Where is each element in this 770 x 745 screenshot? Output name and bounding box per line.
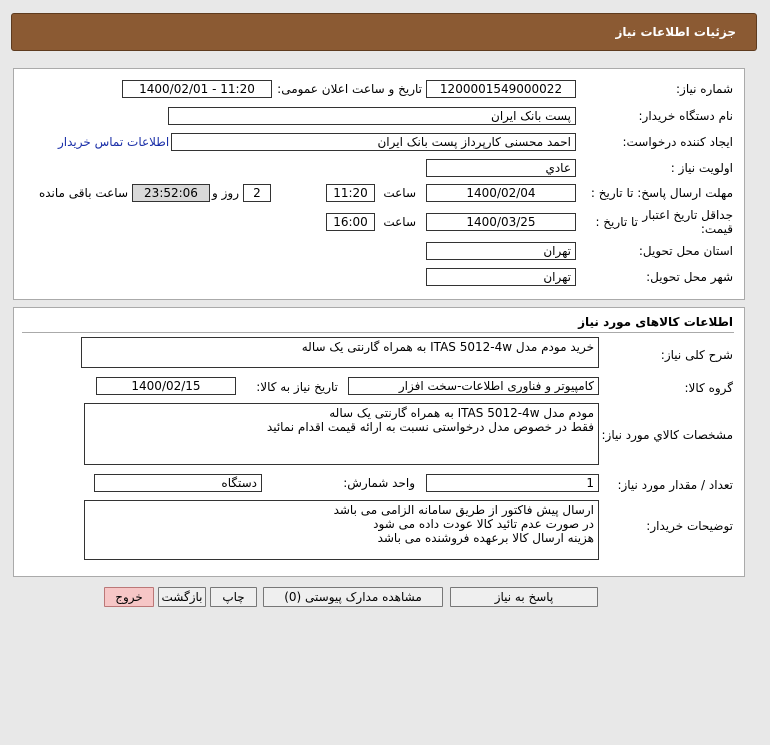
- unit-label: واحد شمارش:: [343, 476, 415, 490]
- days-label: روز و: [212, 186, 239, 200]
- goods-group-label: گروه کالا:: [684, 381, 733, 395]
- need-date-field: 1400/02/15: [96, 377, 236, 395]
- page-title: جزئیات اطلاعات نیاز: [615, 25, 736, 39]
- summary-label: شرح کلی نیاز:: [660, 348, 733, 362]
- validity-time-field: 16:00: [326, 213, 375, 231]
- province-field: تهران: [426, 242, 576, 260]
- deadline-time-label: ساعت: [383, 186, 416, 200]
- announce-label: تاریخ و ساعت اعلان عمومی:: [277, 82, 422, 96]
- need-number-label: شماره نیاز:: [676, 82, 733, 96]
- view-attachments-button[interactable]: مشاهده مدارک پیوستی (0): [263, 587, 443, 607]
- validity-label: جداقل تاریخ اعتبار قیمت:: [642, 208, 733, 236]
- priority-label: اولویت نیاز :: [670, 161, 733, 175]
- buyer-notes-label: توضیحات خریدار:: [646, 519, 733, 533]
- deadline-date-field: 1400/02/04: [426, 184, 576, 202]
- section-divider: [22, 332, 734, 333]
- exit-button[interactable]: خروج: [104, 587, 154, 607]
- page-title-bar: [11, 13, 757, 51]
- buyer-contact-link[interactable]: اطلاعات تماس خریدار: [58, 135, 170, 149]
- unit-field: دستگاه: [94, 474, 262, 492]
- creator-label: ایجاد کننده درخواست:: [622, 135, 733, 149]
- city-field: تهران: [426, 268, 576, 286]
- specs-field: مودم مدل ITAS 5012-4w به همراه گارنتی یک ساله فقط در خصوص مدل درخواستی نسبت به ارائه قیمت اقدام نمائید: [84, 403, 599, 465]
- back-button[interactable]: بازگشت: [158, 587, 206, 607]
- announce-datetime-field: 1400/02/01 - 11:20: [122, 80, 272, 98]
- quantity-field: 1: [426, 474, 599, 492]
- deadline-label: مهلت ارسال پاسخ: تا تاریخ :: [590, 186, 733, 200]
- reply-button[interactable]: پاسخ به نیاز: [450, 587, 598, 607]
- quantity-label: تعداد / مقدار مورد نیاز:: [617, 478, 733, 492]
- province-label: استان محل تحویل:: [638, 244, 733, 258]
- priority-field: عادي: [426, 159, 576, 177]
- remaining-time-field: 23:52:06: [132, 184, 210, 202]
- creator-field: احمد محسنی کارپرداز پست بانک ایران: [171, 133, 576, 151]
- need-info-panel: [13, 68, 745, 300]
- specs-label: مشخصات کالاي مورد نیاز:: [601, 428, 733, 442]
- validity-date-field: 1400/03/25: [426, 213, 576, 231]
- remaining-label: ساعت باقی مانده: [38, 186, 128, 200]
- days-remaining-field: 2: [243, 184, 271, 202]
- goods-section-title: اطلاعات کالاهای مورد نیاز: [578, 315, 733, 329]
- buyer-org-label: نام دستگاه خریدار:: [638, 109, 733, 123]
- need-number-field: 1200001549000022: [426, 80, 576, 98]
- buyer-org-field: پست بانک ایران: [168, 107, 576, 125]
- city-label: شهر محل تحویل:: [646, 270, 733, 284]
- validity-time-label: ساعت: [383, 215, 416, 229]
- validity-to-label: تا تاریخ :: [595, 215, 638, 229]
- need-date-label: تاریخ نیاز به کالا:: [256, 380, 338, 394]
- summary-field: خرید مودم مدل ITAS 5012-4w به همراه گارنتی یک ساله: [81, 337, 599, 368]
- deadline-time-field: 11:20: [326, 184, 375, 202]
- print-button[interactable]: چاپ: [210, 587, 257, 607]
- goods-group-field: کامپیوتر و فناوری اطلاعات-سخت افزار: [348, 377, 599, 395]
- buyer-notes-field: ارسال پیش فاکتور از طریق سامانه الزامی می باشد در صورت عدم تائید کالا عودت داده می شود هزینه ارسال کالا برعهده فروشنده می باشد: [84, 500, 599, 560]
